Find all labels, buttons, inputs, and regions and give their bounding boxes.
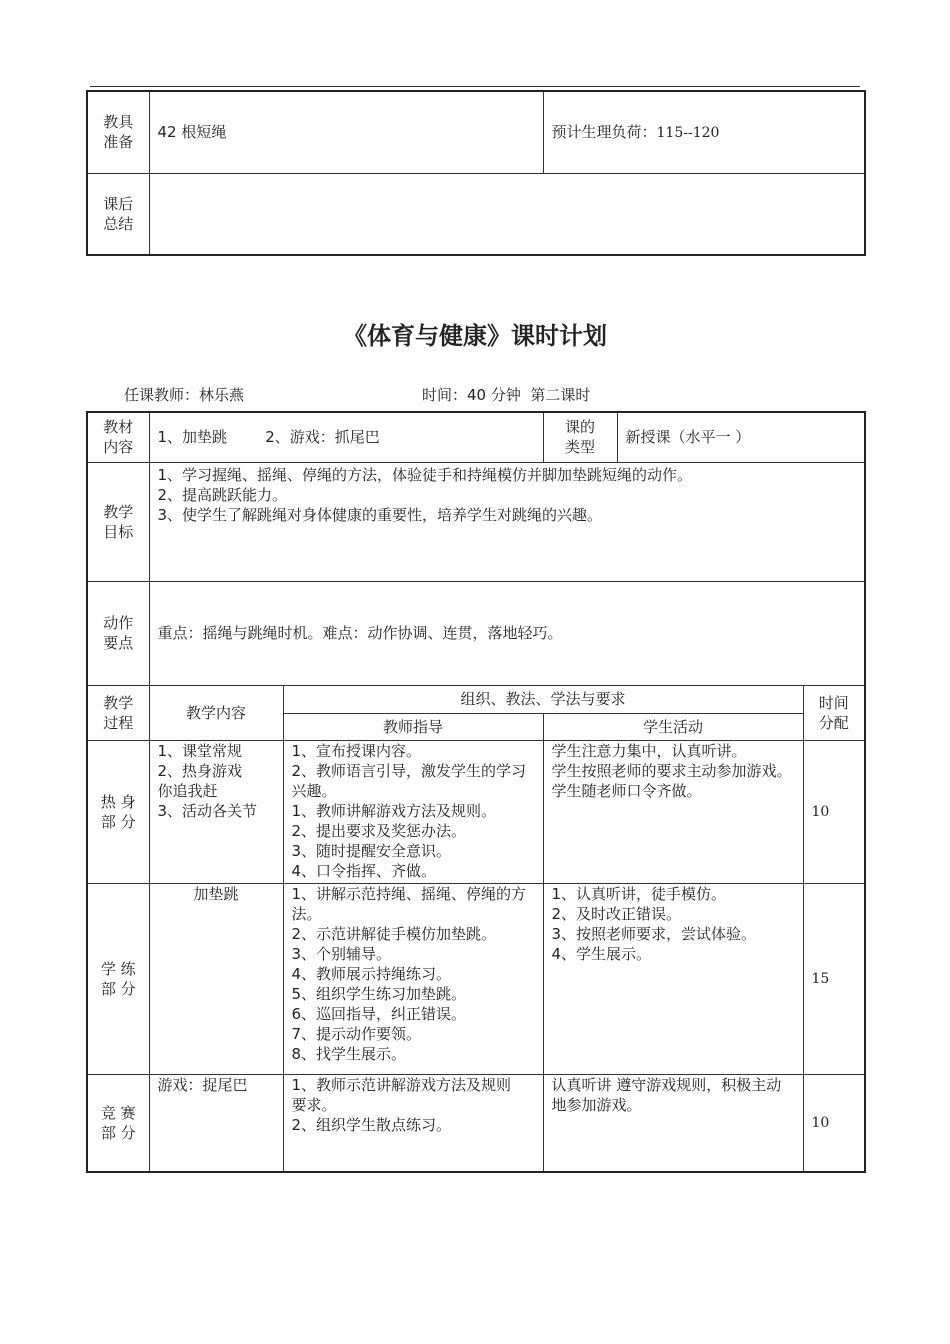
stage-label: 热 身 部 分 [87, 740, 149, 883]
stage-label: 竞 赛 部 分 [87, 1074, 149, 1172]
teacher-cell: 1、宣布授课内容。 2、教师语言引导，激发学生的学习兴趣。 1、教师讲解游戏方法及规则。 2、提出要求及奖惩办法。 3、随时提醒安全意识。 4、口令指挥、齐做。 [283, 740, 543, 883]
table-row [87, 740, 865, 883]
goal-item: 2、提高跳跃能力。 [157, 485, 288, 504]
teacher-cell: 1、讲解示范持绳、摇绳、停绳的方法。 2、示范讲解徒手模仿加垫跳。 3、个别辅导。 4、教师展示持绳练习。 5、组织学生练习加垫跳。 6、巡回指导，纠正错误。 7、提示动作要领。 8、找学生展示。 [283, 883, 543, 1074]
key-points-value: 重点：摇绳与跳绳时机。难点：动作协调、连贯，落地轻巧。 [149, 581, 865, 685]
lesson-plan-table [86, 411, 866, 1173]
material-value: 1、加垫跳 2、游戏：抓尾巴 [149, 412, 543, 462]
header-rule [90, 86, 860, 87]
teacher-cell: 1、教师示范讲解游戏方法及规则 要求。 2、组织学生散点练习。 [283, 1074, 543, 1172]
time-cell: 10 [803, 1074, 865, 1172]
student-cell: 1、认真听讲，徒手模仿。 2、及时改正错误。 3、按照老师要求，尝试体验。 4、学生展示。 [543, 883, 803, 1074]
content-header: 教学内容 [149, 685, 283, 740]
stage-label: 学 练 部 分 [87, 883, 149, 1074]
time-info: 时间：40 分钟 第二课时 [422, 386, 591, 404]
load-value: 115--120 [656, 124, 720, 141]
student-cell: 认真听讲 遵守游戏规则，积极主动地参加游戏。 [543, 1074, 803, 1172]
process-header: 教学 过程 [87, 685, 149, 740]
student-cell: 学生注意力集中，认真听讲。 学生按照老师的要求主动参加游戏。 学生随老师口令齐做。 [543, 740, 803, 883]
student-header: 学生活动 [543, 713, 803, 740]
equipment-table [86, 90, 866, 256]
physiological-load [543, 91, 865, 173]
lesson-type-value: 新授课（水平一 ） [617, 412, 865, 462]
key-points-label: 动作 要点 [87, 581, 149, 685]
summary-value [149, 173, 865, 255]
summary-label: 课后 总结 [87, 173, 149, 255]
equipment-label: 教具 准备 [87, 91, 149, 173]
goal-item: 3、使学生了解跳绳对身体健康的重要性，培养学生对跳绳的兴趣。 [157, 505, 603, 524]
table-row [87, 1074, 865, 1172]
time-cell: 10 [803, 740, 865, 883]
lesson-type-label: 课的 类型 [543, 412, 617, 462]
method-header: 组织、教法、学法与要求 [283, 685, 803, 713]
material-label: 教材 内容 [87, 412, 149, 462]
teacher-info: 任课教师：林乐燕 [124, 386, 245, 404]
time-cell: 15 [803, 883, 865, 1074]
goal-list [149, 462, 865, 581]
time-header: 时间 分配 [803, 685, 865, 740]
teacher-header: 教师指导 [283, 713, 543, 740]
equipment-value: 42 根短绳 [149, 91, 543, 173]
goal-item: 1、学习握绳、摇绳、停绳的方法，体验徒手和持绳模仿并脚加垫跳短绳的动作。 [157, 465, 693, 484]
content-cell: 游戏：捉尾巴 [149, 1074, 283, 1172]
content-cell: 1、课堂常规 2、热身游戏 你追我赶 3、活动各关节 [149, 740, 283, 883]
load-label: 预计生理负荷： [551, 122, 657, 141]
page-title: 《体育与健康》课时计划 [343, 322, 607, 350]
goal-label: 教学 目标 [87, 462, 149, 581]
table-row [87, 883, 865, 1074]
content-cell: 加垫跳 [149, 883, 283, 1074]
